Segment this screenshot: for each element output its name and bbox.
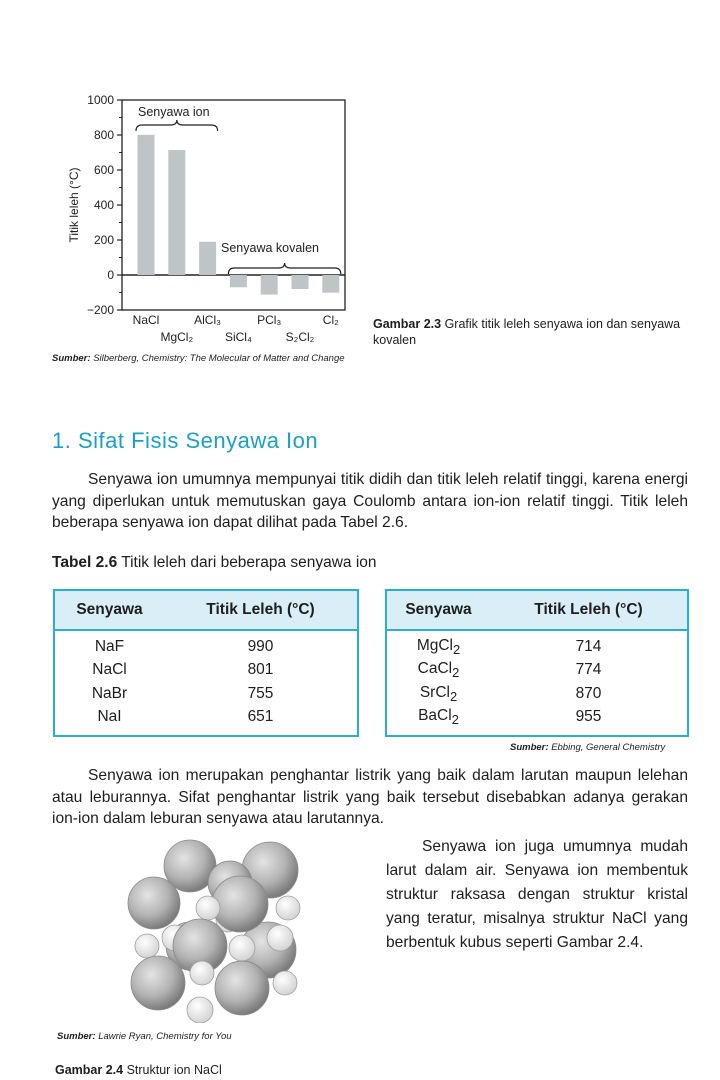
- paragraph-1-text: Senyawa ion umumnya mempunyai titik didih dan titik leleh relatif tinggi, karena energi yang diperlukan untuk memutuskan gaya Coulomb antara ion-ion relatif tinggi. Titik leleh beberapa senyawa ion dapat dilihat pada Tabel 2.6.: [52, 471, 688, 531]
- x-tick-label: Cl₂: [322, 313, 339, 327]
- section-title: [52, 428, 318, 454]
- y-axis-label: Titik leleh (°C): [67, 167, 81, 243]
- compound-cell: [386, 630, 490, 659]
- compound-cell: NaI: [97, 708, 122, 726]
- covalent-brace: [228, 263, 340, 274]
- source-label: Sumber:: [510, 742, 549, 753]
- formula: SrCl: [419, 683, 450, 701]
- figure-2-3-source: [52, 353, 345, 364]
- annotation-covalent: Senyawa kovalen: [221, 241, 319, 255]
- nacl-crystal-illustration: [120, 838, 320, 1023]
- compound-cell: [386, 706, 490, 737]
- value-cell: 990: [247, 637, 274, 655]
- source-label: Sumber:: [52, 353, 91, 364]
- formula-subscript: 2: [449, 688, 458, 704]
- figure-2-4-text: Struktur ion NaCl: [126, 1063, 222, 1077]
- paragraph-3-text: Senyawa ion juga umumnya mudah larut dalam air. Senyawa ion membentuk struktur raksasa dengan struktur kristal yang teratur, misalnya struktur NaCl yang berbentuk kubus seperti Gambar 2.4.: [386, 838, 688, 951]
- compound-cell: [386, 659, 490, 683]
- table-row: [54, 659, 358, 683]
- figure-2-4-source: [57, 1031, 232, 1042]
- chloride-ion: [215, 961, 269, 1015]
- formula: CaCl: [417, 660, 453, 678]
- table-row: [54, 630, 358, 659]
- figure-2-3-text: Grafik titik leleh senyawa ion dan senyawa kovalen: [373, 317, 681, 347]
- melting-point-table-right: [385, 589, 689, 737]
- compound-cell: NaBr: [91, 684, 128, 702]
- sodium-ion: [267, 925, 293, 951]
- sodium-ion: [187, 997, 213, 1023]
- source-text: Ebbing, General Chemistry: [551, 742, 666, 753]
- bar: [168, 150, 185, 275]
- table-row: [386, 682, 688, 706]
- table-2-6-caption: [52, 554, 377, 572]
- paragraph-3: [386, 835, 688, 955]
- table-row: [386, 706, 688, 737]
- value-cell: 755: [247, 684, 274, 702]
- x-tick-label: AlCl₃: [194, 313, 222, 327]
- y-tick-label: 400: [93, 198, 114, 212]
- melting-point-table-left: [53, 589, 359, 737]
- table-2-6-source: [510, 742, 665, 753]
- source-text: Silberberg, Chemistry: The Molecular of Matter and Change: [93, 353, 345, 364]
- x-tick-label: S₂Cl₂: [285, 330, 315, 344]
- value-cell: 870: [575, 684, 602, 702]
- sodium-ion: [135, 934, 159, 958]
- chloride-ion: [131, 956, 185, 1010]
- annotation-ionic: Senyawa ion: [138, 105, 210, 119]
- source-label: Sumber:: [57, 1031, 96, 1042]
- formula-subscript: 2: [452, 641, 461, 657]
- y-tick-label: −200: [86, 303, 114, 317]
- table-row: [54, 682, 358, 706]
- value-cell: 714: [575, 637, 602, 655]
- table-label: Tabel 2.6: [52, 554, 118, 571]
- column-header-melting-point: Titik Leleh (°C): [164, 590, 358, 630]
- figure-2-4-label: Gambar 2.4: [55, 1063, 124, 1077]
- figure-2-3-caption: [373, 316, 703, 348]
- x-tick-label: MgCl₂: [160, 330, 194, 344]
- compound-cell: [386, 682, 490, 706]
- ionic-brace: [136, 120, 218, 131]
- bar: [138, 135, 155, 275]
- y-tick-label: 1000: [87, 93, 114, 107]
- sodium-ion: [229, 935, 255, 961]
- section-title-text: Sifat Fisis Senyawa Ion: [77, 428, 319, 453]
- table-row: [386, 659, 688, 683]
- figure-2-3-label: Gambar 2.3: [373, 317, 442, 331]
- paragraph-2: [52, 765, 688, 830]
- table-row: [386, 630, 688, 659]
- compound-cell: NaCl: [92, 661, 127, 679]
- sodium-ion: [273, 971, 297, 995]
- value-cell: 651: [247, 708, 274, 726]
- bar: [261, 275, 278, 295]
- column-header-compound: Senyawa: [386, 590, 490, 630]
- table-row: [54, 706, 358, 737]
- sodium-ion: [196, 896, 220, 920]
- section-number: 1.: [52, 428, 72, 453]
- chloride-ion: [212, 876, 268, 932]
- bar: [292, 275, 309, 289]
- compound-cell: NaF: [94, 637, 125, 655]
- y-tick-label: 800: [93, 128, 114, 142]
- source-text: Lawrie Ryan, Chemistry for You: [98, 1031, 232, 1042]
- x-tick-label: NaCl: [132, 313, 160, 327]
- bar: [230, 275, 247, 287]
- bar: [322, 275, 339, 293]
- x-tick-label: PCl₃: [257, 313, 282, 327]
- paragraph-2-text: Senyawa ion merupakan penghantar listrik yang baik dalam larutan maupun lelehan atau leburannya. Sifat penghantar listrik yang baik tersebut disebabkan adanya gerakan ion-ion dalam leburan senyawa atau larutannya.: [52, 767, 688, 827]
- y-tick-label: 0: [107, 268, 114, 282]
- table-caption-text: Titik leleh dari beberapa senyawa ion: [121, 554, 377, 571]
- y-tick-label: 200: [93, 233, 114, 247]
- y-tick-label: 600: [93, 163, 114, 177]
- figure-2-4-caption: [55, 1063, 222, 1077]
- formula: MgCl: [416, 636, 453, 654]
- column-header-compound: Senyawa: [54, 590, 164, 630]
- value-cell: 774: [575, 661, 602, 679]
- sodium-ion: [190, 961, 214, 985]
- column-header-melting-point: Titik Leleh (°C): [490, 590, 688, 630]
- x-tick-label: SiCl₄: [224, 330, 252, 344]
- value-cell: 801: [247, 661, 274, 679]
- formula: BaCl: [418, 707, 452, 725]
- formula-subscript: 2: [451, 712, 459, 728]
- melting-point-chart: [52, 88, 352, 358]
- paragraph-1: [52, 469, 688, 534]
- formula-subscript: 2: [452, 665, 460, 681]
- bar: [199, 242, 216, 275]
- sodium-ion: [276, 896, 300, 920]
- value-cell: 955: [575, 708, 602, 726]
- chloride-ion: [128, 877, 180, 929]
